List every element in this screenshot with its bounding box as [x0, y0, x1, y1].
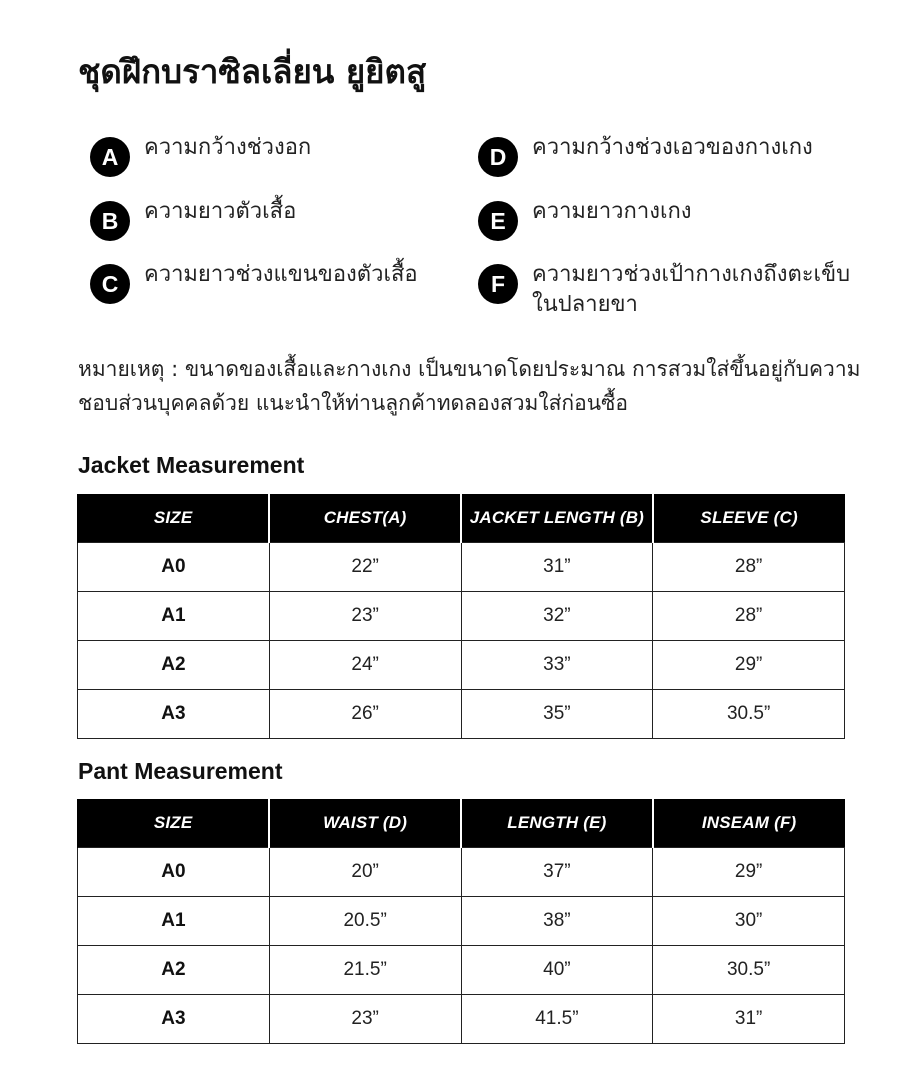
jacket-header-row — [78, 494, 845, 543]
legend-item-a — [90, 133, 450, 177]
table-row — [78, 543, 845, 592]
jacket-header-chest: CHEST(A) — [269, 494, 461, 543]
badge-e: E — [478, 201, 518, 241]
legend-item-b — [90, 197, 450, 241]
table-row — [78, 995, 845, 1044]
page-title: ชุดฝึกบราซิลเลี่ยน ยูยิตสู — [78, 52, 427, 91]
jacket-length-cell: 32” — [461, 592, 653, 641]
pant-table — [77, 799, 845, 1044]
legend-item-e — [478, 197, 868, 241]
sleeve-cell: 29” — [653, 641, 845, 690]
chest-cell: 26” — [269, 690, 461, 739]
pant-header-length: LENGTH (E) — [461, 799, 653, 848]
chest-cell: 24” — [269, 641, 461, 690]
inseam-cell: 30.5” — [653, 946, 845, 995]
table-row — [78, 592, 845, 641]
pant-length-cell: 37” — [461, 848, 653, 897]
badge-f: F — [478, 264, 518, 304]
size-cell: A1 — [78, 897, 270, 946]
chest-cell: 22” — [269, 543, 461, 592]
legend-text-a: ความกว้างช่วงอก — [144, 135, 312, 160]
jacket-header-length: JACKET LENGTH (B) — [461, 494, 653, 543]
inseam-cell: 31” — [653, 995, 845, 1044]
waist-cell: 20.5” — [269, 897, 461, 946]
legend-text-d: ความกว้างช่วงเอวของกางเกง — [532, 135, 813, 160]
legend-text-b: ความยาวตัวเสื้อ — [144, 199, 297, 224]
sleeve-cell: 28” — [653, 543, 845, 592]
chest-cell: 23” — [269, 592, 461, 641]
waist-cell: 23” — [269, 995, 461, 1044]
table-row — [78, 946, 845, 995]
legend-item-d — [478, 133, 868, 177]
jacket-header-sleeve: SLEEVE (C) — [653, 494, 845, 543]
size-cell: A2 — [78, 946, 270, 995]
sleeve-cell: 30.5” — [653, 690, 845, 739]
jacket-length-cell: 35” — [461, 690, 653, 739]
pant-header-row — [78, 799, 845, 848]
legend-item-f — [478, 260, 858, 320]
size-cell: A3 — [78, 690, 270, 739]
badge-c: C — [90, 264, 130, 304]
badge-a: A — [90, 137, 130, 177]
size-cell: A3 — [78, 995, 270, 1044]
pant-header-waist: WAIST (D) — [269, 799, 461, 848]
jacket-header-size: SIZE — [78, 494, 270, 543]
pant-length-cell: 41.5” — [461, 995, 653, 1044]
table-row — [78, 897, 845, 946]
table-row — [78, 690, 845, 739]
jacket-section-title: Jacket Measurement — [78, 452, 305, 478]
jacket-length-cell: 31” — [461, 543, 653, 592]
waist-cell: 21.5” — [269, 946, 461, 995]
size-cell: A0 — [78, 848, 270, 897]
sleeve-cell: 28” — [653, 592, 845, 641]
jacket-length-cell: 33” — [461, 641, 653, 690]
inseam-cell: 29” — [653, 848, 845, 897]
badge-d: D — [478, 137, 518, 177]
badge-b: B — [90, 201, 130, 241]
legend-item-c — [90, 260, 480, 304]
legend-text-c: ความยาวช่วงแขนของตัวเสื้อ — [144, 262, 418, 287]
jacket-table — [77, 494, 845, 739]
size-cell: A2 — [78, 641, 270, 690]
size-cell: A0 — [78, 543, 270, 592]
table-row — [78, 848, 845, 897]
pant-header-inseam: INSEAM (F) — [653, 799, 845, 848]
legend-text-f: ความยาวช่วงเป้ากางเกงถึงตะเข็บในปลายขา — [532, 262, 851, 317]
pant-section-title: Pant Measurement — [78, 758, 283, 784]
inseam-cell: 30” — [653, 897, 845, 946]
pant-length-cell: 40” — [461, 946, 653, 995]
note-text: หมายเหตุ : ขนาดของเสื้อและกางเกง เป็นขนาดโดยประมาณ การสวมใส่ขึ้นอยู่กับความชอบส่วนบุคคลด้วย แนะนำให้ท่านลูกค้าทดลองสวมใส่ก่อนซื้อ — [78, 357, 861, 415]
size-cell: A1 — [78, 592, 270, 641]
pant-length-cell: 38” — [461, 897, 653, 946]
pant-header-size: SIZE — [78, 799, 270, 848]
table-row — [78, 641, 845, 690]
legend-text-e: ความยาวกางเกง — [532, 199, 692, 224]
waist-cell: 20” — [269, 848, 461, 897]
